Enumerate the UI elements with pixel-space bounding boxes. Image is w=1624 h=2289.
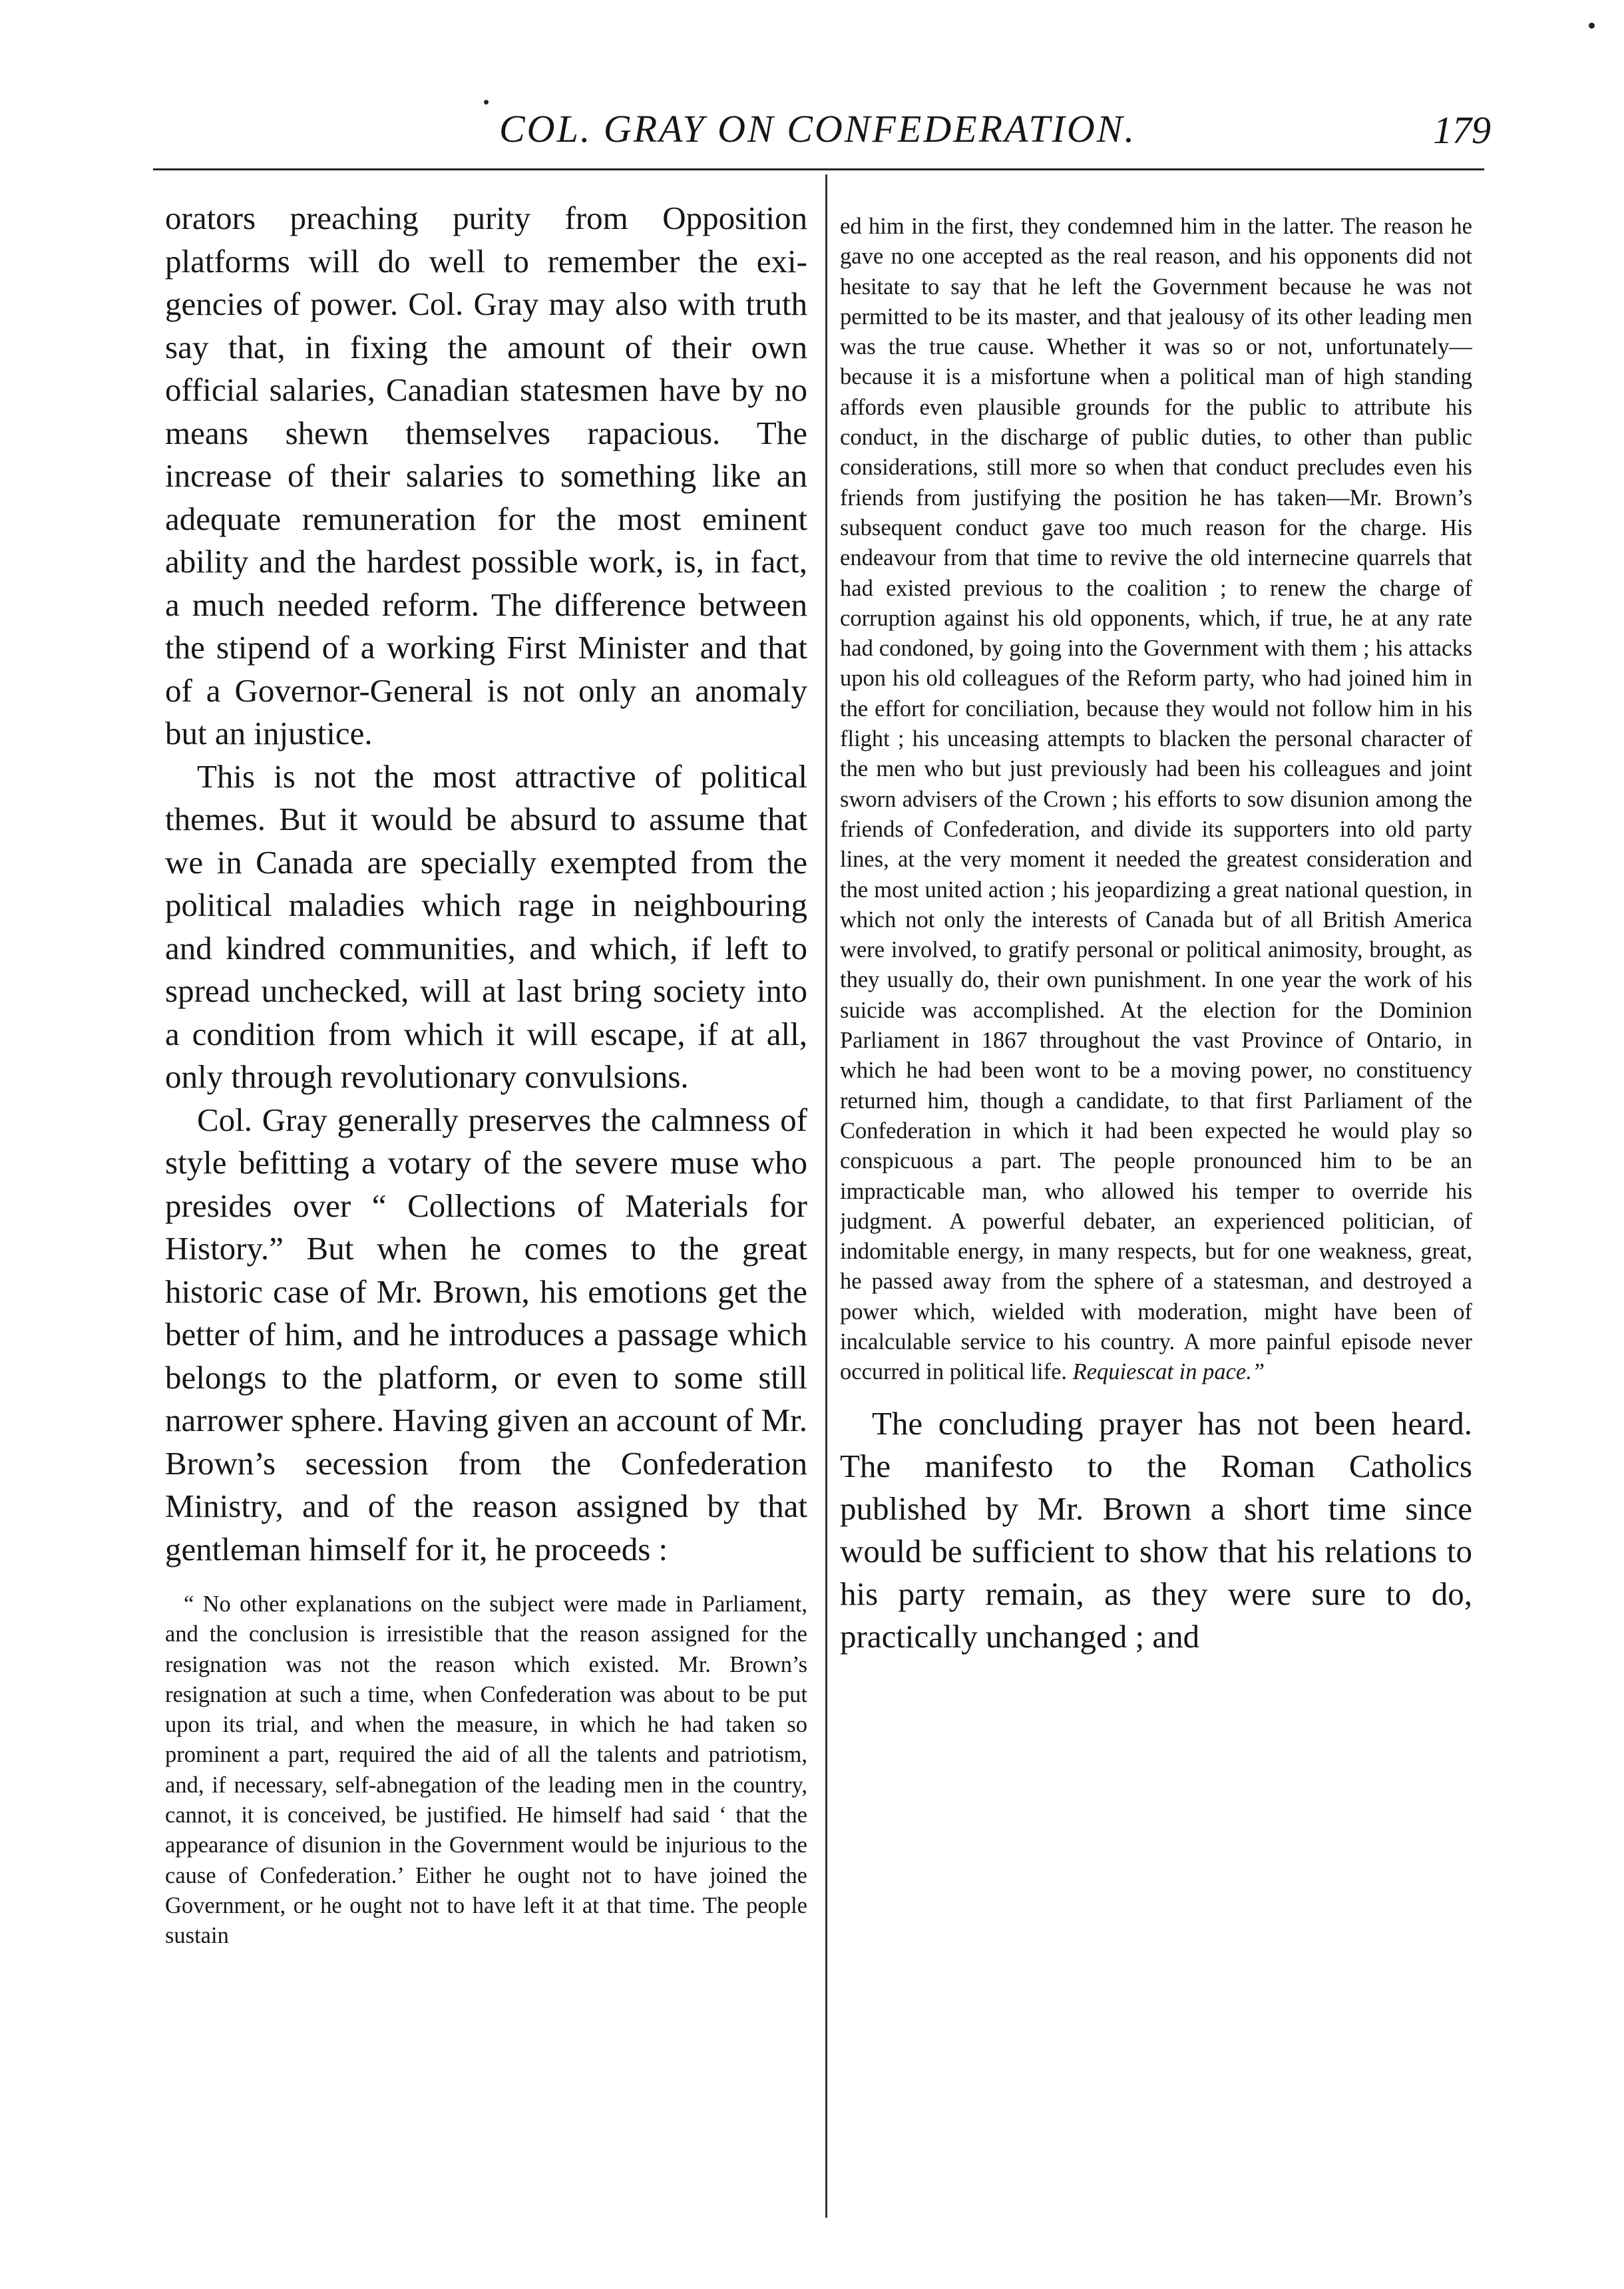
right-column	[840, 212, 1472, 2222]
running-title: COL. GRAY ON CONFEDERATION.	[499, 107, 1136, 150]
paragraph: orators preaching purity from Opposition platforms will do well to remember the exigencies of power. Col. Gray may also with truth say that, in fixing the amount of their own official salaries, Canadian statesmen have by no means shewn themselves rapacious. The increase of their salaries to something like an adequate remuneration for the most eminent ability and the hardest possible work, is, in fact, a much needed reform. The difference between the stipend of a working First Minister and that of a Governor-General is not only an anomaly but an injustice.	[165, 200, 807, 751]
stray-mark	[1589, 23, 1595, 29]
block-quote-continued	[840, 212, 1472, 1388]
stray-mark	[484, 100, 489, 104]
block-quote: “ No other explanations on the subject were made in Parliament, and the conclusion is irresistible that the reason assigned for the resignation was not the reason which existed. Mr. Brown’s resignation at such a time, when Confederation was about to be put upon its trial, and when the measure, in which he had taken so prominent a part, required the aid of all the talents and patriotism, and, if necessary, self-abnegation of the leading men in the country, cannot, it is conceived, be justified. He himself had said ‘ that the appearance of disunion in the Government would be injurious to the cause of Confederation.’ Either he ought not to have joined the Government, or he ought not to have left it at that time. The people sustain	[165, 1591, 807, 1949]
running-header	[153, 106, 1491, 166]
quote-text: ed him in the first, they condemned him in the latter. The reason he gave no one accepted as the real reason, and his opponents did not hesitate to say that he left the Government because he was not permitted to be its master, and that jealousy of its other leading men was the true cause. Whether it was so or not, unfortunately—because it is a misfortune when a political man of high standing affords even plausible grounds for the public to attribute his conduct, in the discharge of public duties, to other than public considerations, still more so when that conduct precludes even his friends from justifying the position he has taken—Mr. Brown’s subsequent conduct gave too much reason for the charge. His endeavour from that time to revive the old internecine quarrels that had existed previous to the coalition ; to renew the charge of corruption against his old opponents, which, if true, he at any rate had condoned, by going into the Government with them ; his attacks upon his old colleagues of the Reform party, who had joined him in the effort for conciliation, because they would not follow him in his flight ; his unceasing attempts to blacken the personal character of the men who but just previously had been his colleagues and joint sworn advisers of the Crown ; his efforts to sow disunion among the friends of Confederation, and divide its supporters into old party lines, at the very moment it needed the greatest consideration and the most united action ; his jeopardizing a great national question, in which not only the interests of Canada but of all British America were involved, to gratify personal or political animosity, brought, as they usually do, their own punishment. In one year the work of his suicide was accomplished. At the election for the Dominion Parliament in 1867 throughout the vast Province of Ontario, in which he had been wont to be a moving power, no constituency returned him, though a candidate, to that first Parliament of the Confederation in which it had been expected he would play so conspicuous a part. The people pronounced him to be an impracticable man, who allowed his temper to override his judgment. A powerful debater, an experienced politician, of indomitable energy, in many respects, but for one weakness, great, he passed away from the sphere of a statesman, and destroyed a power which, wielded with moderation, might have been of incalculable service to his country. A more painful episode never occurred in political life.	[840, 214, 1472, 1385]
quote-signoff: Requiescat in pace.”	[1072, 1359, 1265, 1385]
paragraph: Col. Gray generally preserves the calmness of style befitting a votary of the severe muse who presides over “ Collections of Materials for History.” But when he comes to the great historic case of Mr. Brown, his emotions get the better of him, and he introduces a passage which belongs to the platform, or even to some still narrower sphere. Having given an account of Mr. Brown’s secession from the Confederation Ministry, and of the reason assigned by that gentleman himself for it, he proceeds :	[165, 1101, 807, 1567]
page-number: 179	[1433, 108, 1491, 152]
paragraph: This is not the most attractive of political themes. But it would be absurd to assume that we in Canada are specially exempted from the political maladies which rage in neighbouring and kindred communities, and which, if left to spread unchecked, will at last bring society into a condition from which it will escape, if at all, only through revolutionary convulsions.	[165, 757, 807, 1095]
column-divider	[825, 174, 827, 2218]
header-rule	[153, 168, 1484, 170]
left-column	[165, 197, 807, 2220]
paragraph: The concluding prayer has not been heard. The manifesto to the Roman Catholics published by Mr. Brown a short time since would be sufficient to show that his relations to his party remain, as they were sure to do, practically unchanged ; and	[840, 1404, 1472, 1655]
